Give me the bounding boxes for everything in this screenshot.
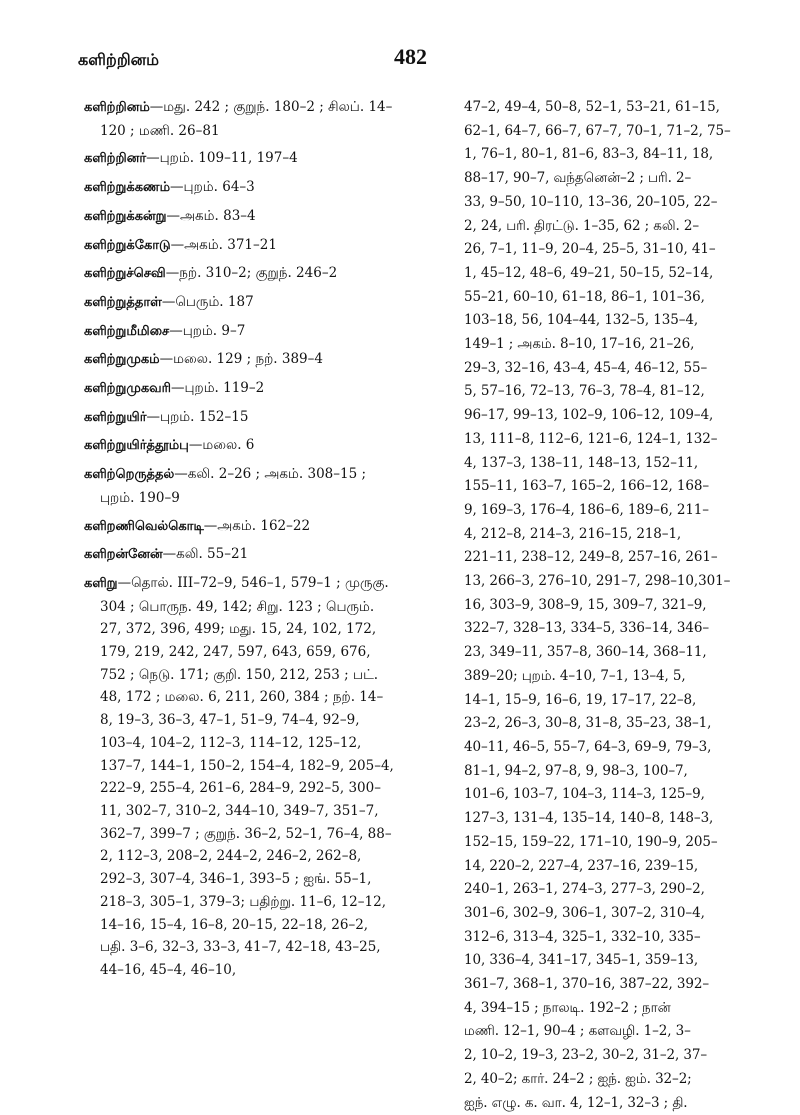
reference-line: 2, 24, பரி. திரட்டு. 1–35, 62 ; கலி. 2– bbox=[464, 217, 700, 234]
reference-line: 2, 40–2; கார். 24–2 ; ஐந். ஐம். 32–2; bbox=[464, 1070, 692, 1087]
index-entry bbox=[84, 320, 396, 344]
index-entry bbox=[84, 463, 396, 509]
reference-line: 55–21, 60–10, 61–18, 86–1, 101–36, bbox=[464, 288, 705, 305]
entry-headword: களிற்றுக்கன்று bbox=[84, 208, 167, 224]
right-column bbox=[464, 96, 760, 1115]
reference-line: 10, 336–4, 341–17, 345–1, 359–13, bbox=[464, 952, 699, 969]
reference-line: 389–20; புறம். 4–10, 7–1, 13–4, 5, bbox=[464, 667, 686, 684]
entry-headword: களிறணிவெல்கொடி bbox=[84, 518, 204, 534]
index-entry bbox=[84, 572, 396, 982]
reference-line: 152–15, 159–22, 171–10, 190–9, 205– bbox=[464, 833, 718, 850]
reference-line: 14–1, 15–9, 16–6, 19, 17–17, 22–8, bbox=[464, 691, 697, 708]
reference-line: 101–6, 103–7, 104–3, 114–3, 125–9, bbox=[464, 786, 705, 803]
index-entry bbox=[84, 291, 396, 315]
reference-line: 5, 57–16, 72–13, 76–3, 78–4, 81–12, bbox=[464, 383, 705, 400]
reference-line: 13, 111–8, 112–6, 121–6, 124–1, 132– bbox=[464, 430, 718, 447]
entry-references: —புறம். 9–7 bbox=[169, 322, 246, 339]
entry-references: —தொல். III–72–9, 546–1, 579–1 ; முருகு. 304 ; பொருந. 49, 142; சிறு. 123 ; பெரும். 27, 372, 396, 499; மது. 15, 24, 102, 172, 179, 219, 242, 247, 597, 643, 659, 676, 752 ; நெடு. 171; குறி. 150, 212, 253 ; பட். 48, 172 ; மலை. 6, 211, 260, 384 ; நற். 14–8, 19–3, 36–3, 47–1, 51–9, 74–4, 92–9, 103–4, 104–2, 112–3, 114–12, 125–12, 137–7, 144–1, 150–2, 154–4, 182–9, 205–4, 222–9, 255–4, 261–6, 284–9, 292–5, 300–11, 302–7, 310–2, 344–10, 349–7, 351–7, 362–7, 399–7 ; குறுந். 36–2, 52–1, 76–4, 88–2, 112–3, 208–2, 244–2, 246–2, 262–8, 292–3, 307–4, 346–1, 393–5 ; ஐங். 55–1, 218–3, 305–1, 379–3; பதிற்று. 11–6, 12–12, 14–16, 15–4, 16–8, 20–15, 22–18, 26–2, பதி. 3–6, 32–3, 33–3, 41–7, 42–18, 43–25, 44–16, 45–4, 46–10, bbox=[100, 574, 394, 978]
reference-line: 4, 137–3, 138–11, 148–13, 152–11, bbox=[464, 454, 699, 471]
running-head: களிற்றினம் bbox=[78, 50, 159, 69]
reference-line: 29–3, 32–16, 43–4, 45–4, 46–12, 55– bbox=[464, 359, 708, 376]
entry-references: —அகம். 371–21 bbox=[170, 236, 277, 253]
index-entry bbox=[84, 96, 396, 142]
entry-references: —கலி. 55–21 bbox=[162, 546, 249, 563]
entry-references: —மது. 242 ; குறுந். 180–2 ; சிலப். 14–120 ; மணி. 26–81 bbox=[100, 99, 393, 139]
entry-headword: களிற்றுக்கோடு bbox=[84, 237, 171, 253]
entry-headword: களிற்றுக்கணம் bbox=[84, 180, 171, 196]
entry-references: —அகம். 162–22 bbox=[203, 517, 311, 534]
reference-line: 103–18, 56, 104–44, 132–5, 135–4, bbox=[464, 312, 699, 329]
reference-line: 14, 220–2, 227–4, 237–16, 239–15, bbox=[464, 857, 699, 874]
reference-line: 2, 10–2, 19–3, 23–2, 30–2, 31–2, 37– bbox=[464, 1047, 707, 1064]
index-entry bbox=[84, 205, 396, 229]
entry-headword: களிற்றெருத்தல் bbox=[84, 467, 175, 483]
reference-line: 16, 303–9, 308–9, 15, 309–7, 321–9, bbox=[464, 596, 707, 613]
entry-references: —புறம். 119–2 bbox=[170, 380, 265, 397]
reference-line: 149–1 ; அகம். 8–10, 17–16, 21–26, bbox=[464, 336, 695, 353]
reference-line: 322–7, 328–13, 334–5, 336–14, 346– bbox=[464, 620, 710, 637]
entry-references: —அகம். 83–4 bbox=[166, 207, 256, 224]
entry-references: —மலை. 6 bbox=[188, 437, 255, 454]
reference-line: 1, 45–12, 48–6, 49–21, 50–15, 52–14, bbox=[464, 264, 714, 281]
reference-line: 26, 7–1, 11–9, 20–4, 25–5, 31–10, 41– bbox=[464, 241, 716, 258]
reference-line: 4, 394–15 ; நாலடி. 192–2 ; நான் bbox=[464, 999, 671, 1016]
entry-headword: களிற்றுயிர்த்தூம்பு bbox=[84, 438, 189, 454]
reference-line: 47–2, 49–4, 50–8, 52–1, 53–21, 61–15, bbox=[464, 99, 720, 115]
reference-line: 23, 349–11, 357–8, 360–14, 368–11, bbox=[464, 644, 707, 661]
reference-line: 240–1, 263–1, 274–3, 277–3, 290–2, bbox=[464, 881, 705, 898]
index-entry bbox=[84, 406, 396, 430]
reference-line: 96–17, 99–13, 102–9, 106–12, 109–4, bbox=[464, 407, 714, 424]
reference-line: 155–11, 163–7, 165–2, 166–12, 168– bbox=[464, 478, 710, 495]
entry-headword: களிற்றினம் bbox=[84, 100, 150, 115]
index-entry bbox=[84, 234, 396, 258]
entry-references: —புறம். 152–15 bbox=[146, 408, 249, 425]
page-number: 482 bbox=[394, 44, 427, 69]
reference-line: 13, 266–3, 276–10, 291–7, 298–10,301– bbox=[464, 573, 731, 590]
index-entry bbox=[84, 543, 396, 567]
index-entry bbox=[84, 262, 396, 286]
entry-headword: களிற்றுமுகவரி bbox=[84, 381, 171, 397]
index-entry bbox=[84, 434, 396, 458]
reference-line: 9, 169–3, 176–4, 186–6, 189–6, 211– bbox=[464, 501, 709, 518]
entry-headword: களிறு bbox=[84, 575, 118, 591]
entry-references: —கலி. 2–26 ; அகம். 308–15 ; புறம். 190–9 bbox=[100, 466, 367, 506]
index-entry bbox=[84, 147, 396, 171]
index-entry bbox=[84, 176, 396, 200]
index-entry bbox=[84, 377, 396, 401]
reference-line: மணி. 12–1, 90–4 ; களவழி. 1–2, 3– bbox=[464, 1023, 691, 1040]
reference-line: 127–3, 131–4, 135–14, 140–8, 148–3, bbox=[464, 810, 714, 827]
reference-line: 40–11, 46–5, 55–7, 64–3, 69–9, 79–3, bbox=[464, 738, 712, 755]
reference-line: 312–6, 313–4, 325–1, 332–10, 335– bbox=[464, 928, 701, 945]
entry-references: —மலை. 129 ; நற். 389–4 bbox=[159, 351, 323, 368]
entry-headword: களிற்றுமுகம் bbox=[84, 352, 160, 368]
entry-references: —நற். 310–2; குறுந். 246–2 bbox=[165, 265, 338, 282]
left-column bbox=[84, 96, 396, 987]
reference-line: 81–1, 94–2, 97–8, 9, 98–3, 100–7, bbox=[464, 762, 688, 779]
index-entry bbox=[84, 515, 396, 539]
reference-line: 4, 212–8, 214–3, 216–15, 218–1, bbox=[464, 525, 682, 542]
entry-references: —புறம். 109–11, 197–4 bbox=[146, 150, 298, 167]
entry-references: —புறம். 64–3 bbox=[170, 179, 255, 196]
entry-headword: களிறன்னேன் bbox=[84, 547, 163, 563]
reference-line: 62–1, 64–7, 66–7, 67–7, 70–1, 71–2, 75– bbox=[464, 122, 731, 139]
entry-references: —பெரும். 187 bbox=[161, 293, 254, 310]
entry-headword: களிற்றுமீமிசை bbox=[84, 323, 170, 339]
reference-line: 33, 9–50, 10–110, 13–36, 20–105, 22– bbox=[464, 193, 718, 210]
reference-line: 221–11, 238–12, 249–8, 257–16, 261– bbox=[464, 549, 718, 566]
entry-headword: களிற்றுச்செவி bbox=[84, 266, 166, 282]
entry-headword: களிற்றுத்தாள் bbox=[84, 294, 162, 310]
reference-line: 88–17, 90–7, வந்தனென்–2 ; பரி. 2– bbox=[464, 170, 692, 187]
reference-line: 23–2, 26–3, 30–8, 31–8, 35–23, 38–1, bbox=[464, 715, 712, 732]
entry-headword: களிற்றினர் bbox=[84, 151, 147, 167]
index-entry bbox=[84, 348, 396, 372]
reference-line: ஐந். எழு. க. வா. 4, 12–1, 32–3 ; தி. bbox=[464, 1094, 688, 1111]
reference-line: 1, 76–1, 80–1, 81–6, 83–3, 84–11, 18, bbox=[464, 146, 714, 163]
reference-line: 301–6, 302–9, 306–1, 307–2, 310–4, bbox=[464, 904, 705, 921]
reference-line: 361–7, 368–1, 370–16, 387–22, 392– bbox=[464, 976, 710, 993]
entry-headword: களிற்றுயிர் bbox=[84, 409, 147, 425]
